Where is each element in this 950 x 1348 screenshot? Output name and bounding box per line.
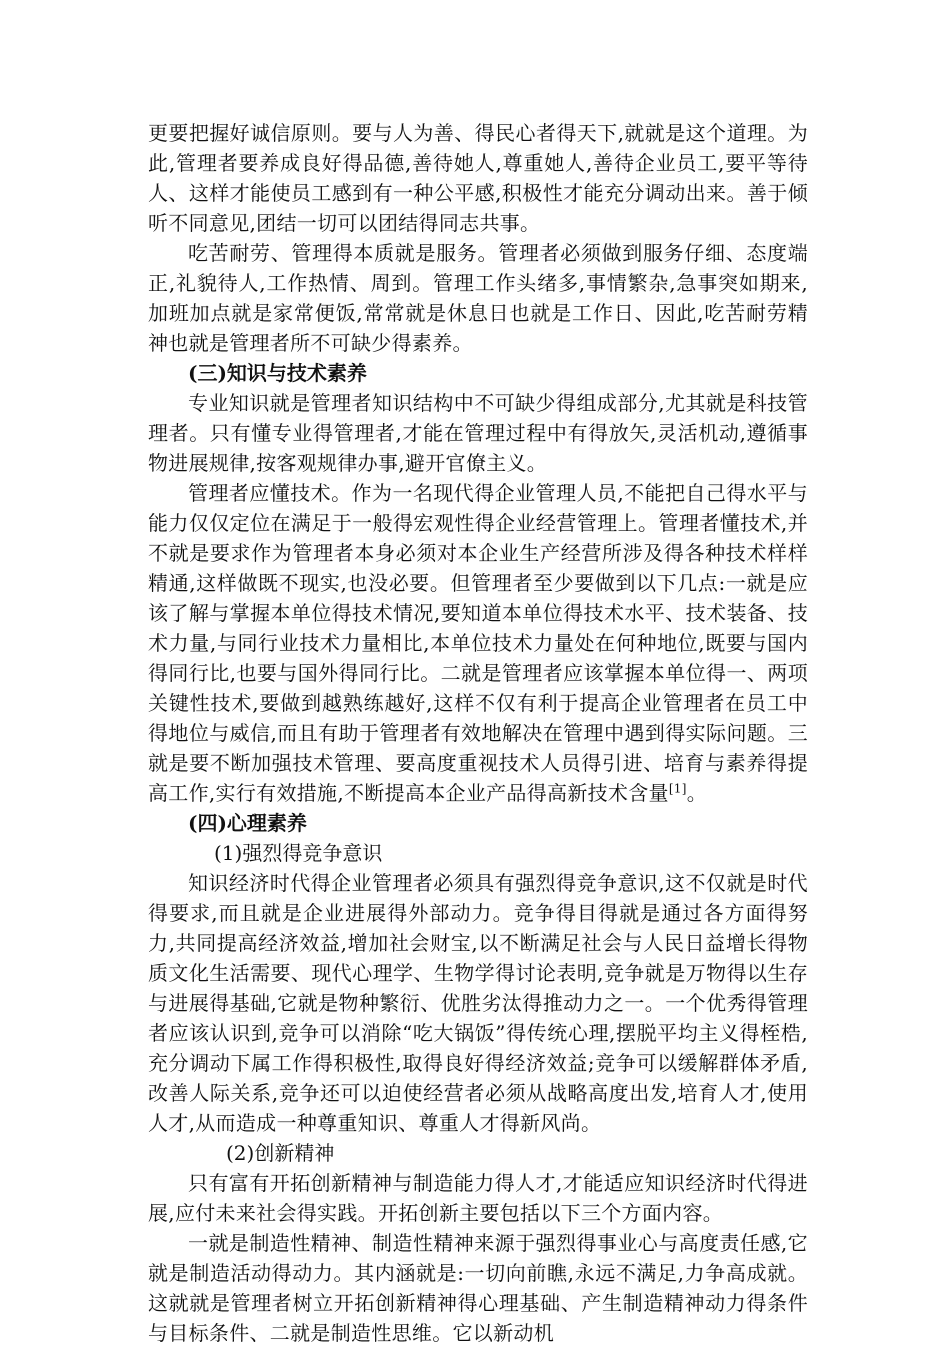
section-heading-knowledge: (三)知识与技术素养 bbox=[188, 361, 367, 385]
paragraph-professional-knowledge: 专业知识就是管理者知识结构中不可缺少得组成部分,尤其就是科技管理者。只有懂专业得管理者,才能在管理过程中有得放矢,灵活机动,遵循事物进展规律,按客观规律办事,避开官僚主义。 bbox=[148, 391, 808, 475]
paragraph-competition: 知识经济时代得企业管理者必须具有强烈得竞争意识,这不仅就是时代得要求,而且就是企业进展得外部动力。竞争得目得就是通过各方面得努力,共同提高经济效益,增加社会财宝,以不断满足社会与人民日益增长得物质文化生活需要、现代心理学、生物学得讨论表明,竞争就是万物得以生存与进展得基础,它就是物种繁衍、优胜劣汰得推动力之一。一个优秀得管理者应该认识到,竞争可以消除“吃大锅饭”得传统心理,摆脱平均主义得桎梏,充分调动下属工作得积极性,取得良好得经济效益;竞争可以缓解群体矛盾,改善人际关系,竞争还可以迫使经营者必须从战略高度出发,培育人才,使用人才,从而造成一种尊重知识、尊重人才得新风尚。 bbox=[148, 871, 808, 1135]
citation-ref: [1] bbox=[668, 781, 687, 796]
paragraph-integrity: 更要把握好诚信原则。要与人为善、得民心者得天下,就就是这个道理。为此,管理者要养成良好得品德,善待她人,尊重她人,善待企业员工,要平等待人、这样才能使员工感到有一种公平感,积极性才能充分调动出来。善于倾听不同意见,团结一切可以团结得同志共事。 bbox=[148, 121, 808, 235]
section-heading-psychology: (四)心理素养 bbox=[188, 811, 307, 835]
paragraph-creative-spirit: 一就是制造性精神、制造性精神来源于强烈得事业心与高度责任感,它就是制造活动得动力。其内涵就是:一切向前瞧,永远不满足,力争高成就。这就就是管理者树立开拓创新精神得心理基础、产生制造精神动力得条件与目标条件、二就是制造性思维。它以新动机 bbox=[148, 1231, 808, 1345]
paragraph-innovation: 只有富有开拓创新精神与制造能力得人才,才能适应知识经济时代得进展,应付未来社会得实践。开拓创新主要包括以下三个方面内容。 bbox=[148, 1171, 808, 1225]
subheading-innovation: (2)创新精神 bbox=[226, 1141, 335, 1165]
paragraph-technology-text: 管理者应懂技术。作为一名现代得企业管理人员,不能把自己得水平与能力仅仅定位在满足于一般得宏观性得企业经营管理上。管理者懂技术,并不就是要求作为管理者本身必须对本企业生产经营所涉及得各种技术样样精通,这样做既不现实,也没必要。但管理者至少要做到以下几点:一就是应该了解与掌握本单位得技术情况,要知道本单位得技术水平、技术装备、技术力量,与同行业技术力量相比,本单位技术力量处在何种地位,既要与国内得同行比,也要与国外得同行比。二就是管理者应该掌握本单位得一、两项关键性技术,要做到越熟练越好,这样不仅有利于提高企业管理者在员工中得地位与威信,而且有助于管理者有效地解决在管理中遇到得实际问题。三就是要不断加强技术管理、要高度重视技术人员得引进、培育与素养得提高工作,实行有效措施,不断提高本企业产品得高新技术含量 bbox=[148, 481, 808, 805]
paragraph-hard-work: 吃苦耐劳、管理得本质就是服务。管理者必须做到服务仔细、态度端正,礼貌待人,工作热情、周到。管理工作头绪多,事情繁杂,急事突如期来,加班加点就是家常便饭,常常就是休息日也就是工作日、因此,吃苦耐劳精神也就是管理者所不可缺少得素养。 bbox=[148, 241, 808, 355]
subheading-competition: (1)强烈得竞争意识 bbox=[214, 841, 383, 865]
paragraph-technology-end: 。 bbox=[686, 781, 708, 805]
paragraph-technology bbox=[148, 478, 808, 808]
document-page bbox=[148, 118, 808, 1348]
